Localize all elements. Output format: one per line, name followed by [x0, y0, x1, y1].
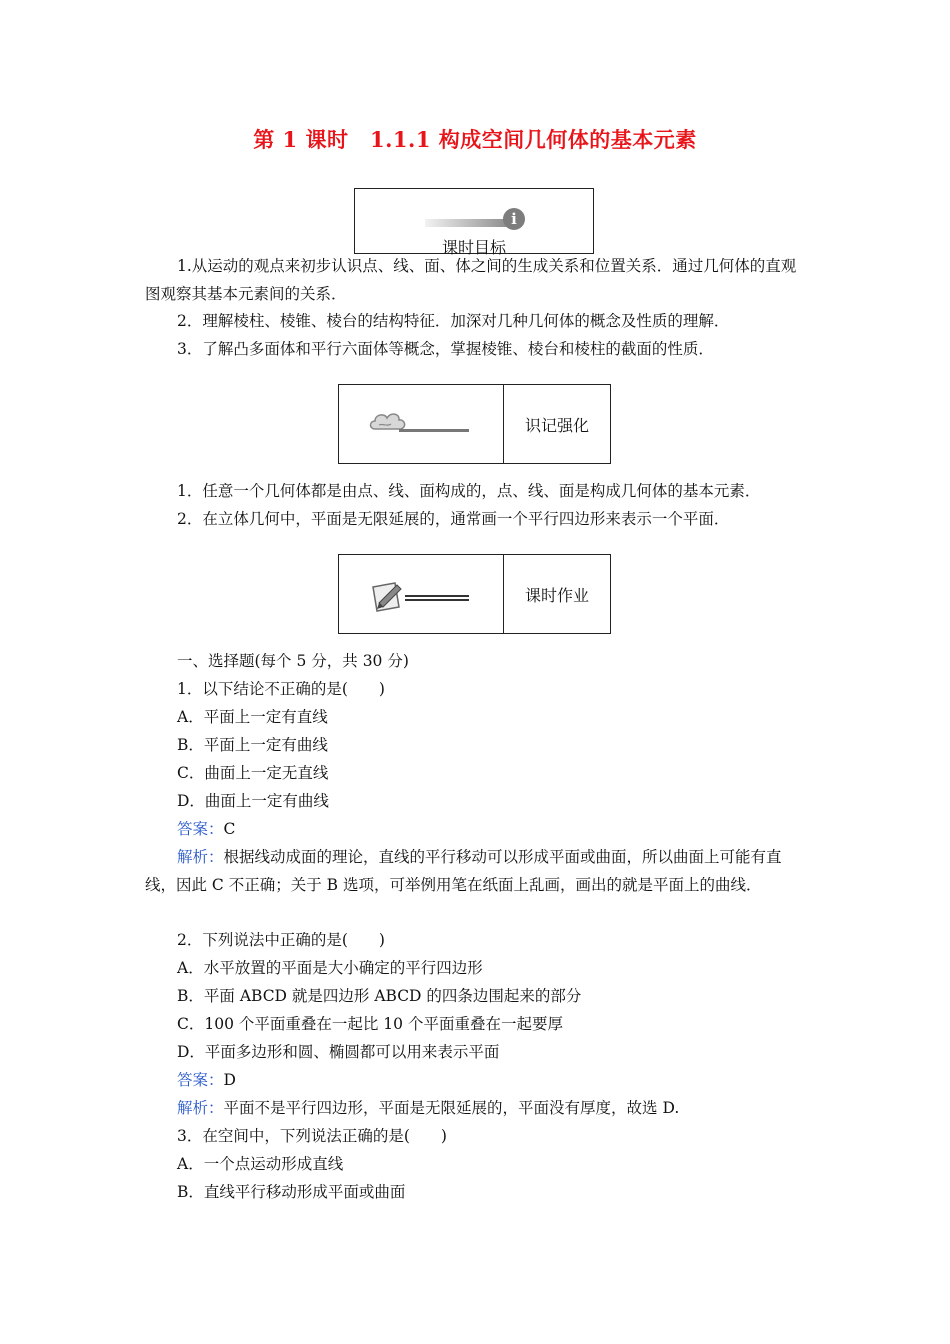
- q2-option-b: B．平面 ABCD 就是四边形 ABCD 的四条边围起来的部分: [177, 987, 582, 1005]
- memory-box-label: 识记强化: [524, 415, 589, 435]
- objective-1: 1.从运动的观点来初步认识点、线、面、体之间的生成关系和位置关系．通过几何体的直观图观察其基本元素间的关系．: [145, 257, 797, 303]
- q2-analysis-text: 平面不是平行四边形，平面是无限延展的，平面没有厚度，故选 D.: [223, 1099, 680, 1117]
- q2-stem: 2．下列说法中正确的是( ): [177, 931, 385, 949]
- memory-line-decoration: [399, 429, 469, 432]
- info-icon: i: [503, 208, 525, 230]
- q1-answer-value: C: [223, 820, 236, 838]
- objectives-header-box: [354, 188, 594, 257]
- q2-answer-value: D: [223, 1071, 236, 1089]
- homework-box-label: 课时作业: [524, 585, 589, 605]
- q2-option-a: A．水平放置的平面是大小确定的平行四边形: [177, 959, 483, 977]
- q1-option-c: C．曲面上一定无直线: [177, 764, 329, 782]
- q2-option-d: D．平面多边形和圆、椭圆都可以用来表示平面: [177, 1043, 500, 1061]
- q1-option-a: A．平面上一定有直线: [177, 708, 328, 726]
- homework-line-decoration: [405, 595, 469, 601]
- section-heading: 一、选择题(每个 5 分，共 30 分): [177, 652, 409, 670]
- q3-option-a: A．一个点运动形成直线: [177, 1155, 344, 1173]
- q1-answer-label: 答案：: [177, 820, 224, 838]
- memory-item-1: 1．任意一个几何体都是由点、线、面构成的，点、线、面是构成几何体的基本元素．: [177, 482, 761, 500]
- memory-header-box: [338, 384, 611, 464]
- q1-answer: [177, 815, 842, 843]
- header-bar-decoration: [425, 219, 511, 227]
- q3-option-b: B．直线平行移动形成平面或曲面: [177, 1183, 406, 1201]
- pen-paper-icon: [367, 577, 407, 613]
- q2-option-c: C．100 个平面重叠在一起比 10 个平面重叠在一起要厚: [177, 1015, 563, 1033]
- memory-item-2: 2．在立体几何中，平面是无限延展的，通常画一个平行四边形来表示一个平面．: [177, 510, 730, 528]
- q2-analysis-label: 解析：: [177, 1099, 224, 1117]
- cloud-icon: [367, 407, 411, 441]
- q1-stem: 1．以下结论不正确的是( ): [177, 680, 385, 698]
- q3-stem: 3．在空间中，下列说法正确的是( ): [177, 1127, 447, 1145]
- page-title: 第 1 课时 1.1.1 构成空间几何体的基本元素: [253, 127, 697, 152]
- q1-analysis-label: 解析：: [177, 848, 224, 866]
- homework-header-box: [338, 554, 611, 634]
- q1-analysis-text: 根据线动成面的理论，直线的平行移动可以形成平面或曲面，所以曲面上可能有直线，因此 C 不正确；关于 B 选项，可举例用笔在纸面上乱画，画出的就是平面上的曲线．: [145, 848, 782, 894]
- q1-option-d: D．曲面上一定有曲线: [177, 792, 329, 810]
- objectives-box-label: 课时目标: [441, 238, 506, 257]
- objective-3: 3．了解凸多面体和平行六面体等概念，掌握棱锥、棱台和棱柱的截面的性质．: [177, 340, 714, 358]
- q1-option-b: B．平面上一定有曲线: [177, 736, 328, 754]
- objective-2: 2．理解棱柱、棱锥、棱台的结构特征．加深对几种几何体的概念及性质的理解．: [177, 312, 730, 330]
- q2-answer-label: 答案：: [177, 1071, 224, 1089]
- q2-answer: [177, 1066, 842, 1094]
- q2-analysis: [177, 1094, 842, 1122]
- q1-analysis: [145, 843, 810, 899]
